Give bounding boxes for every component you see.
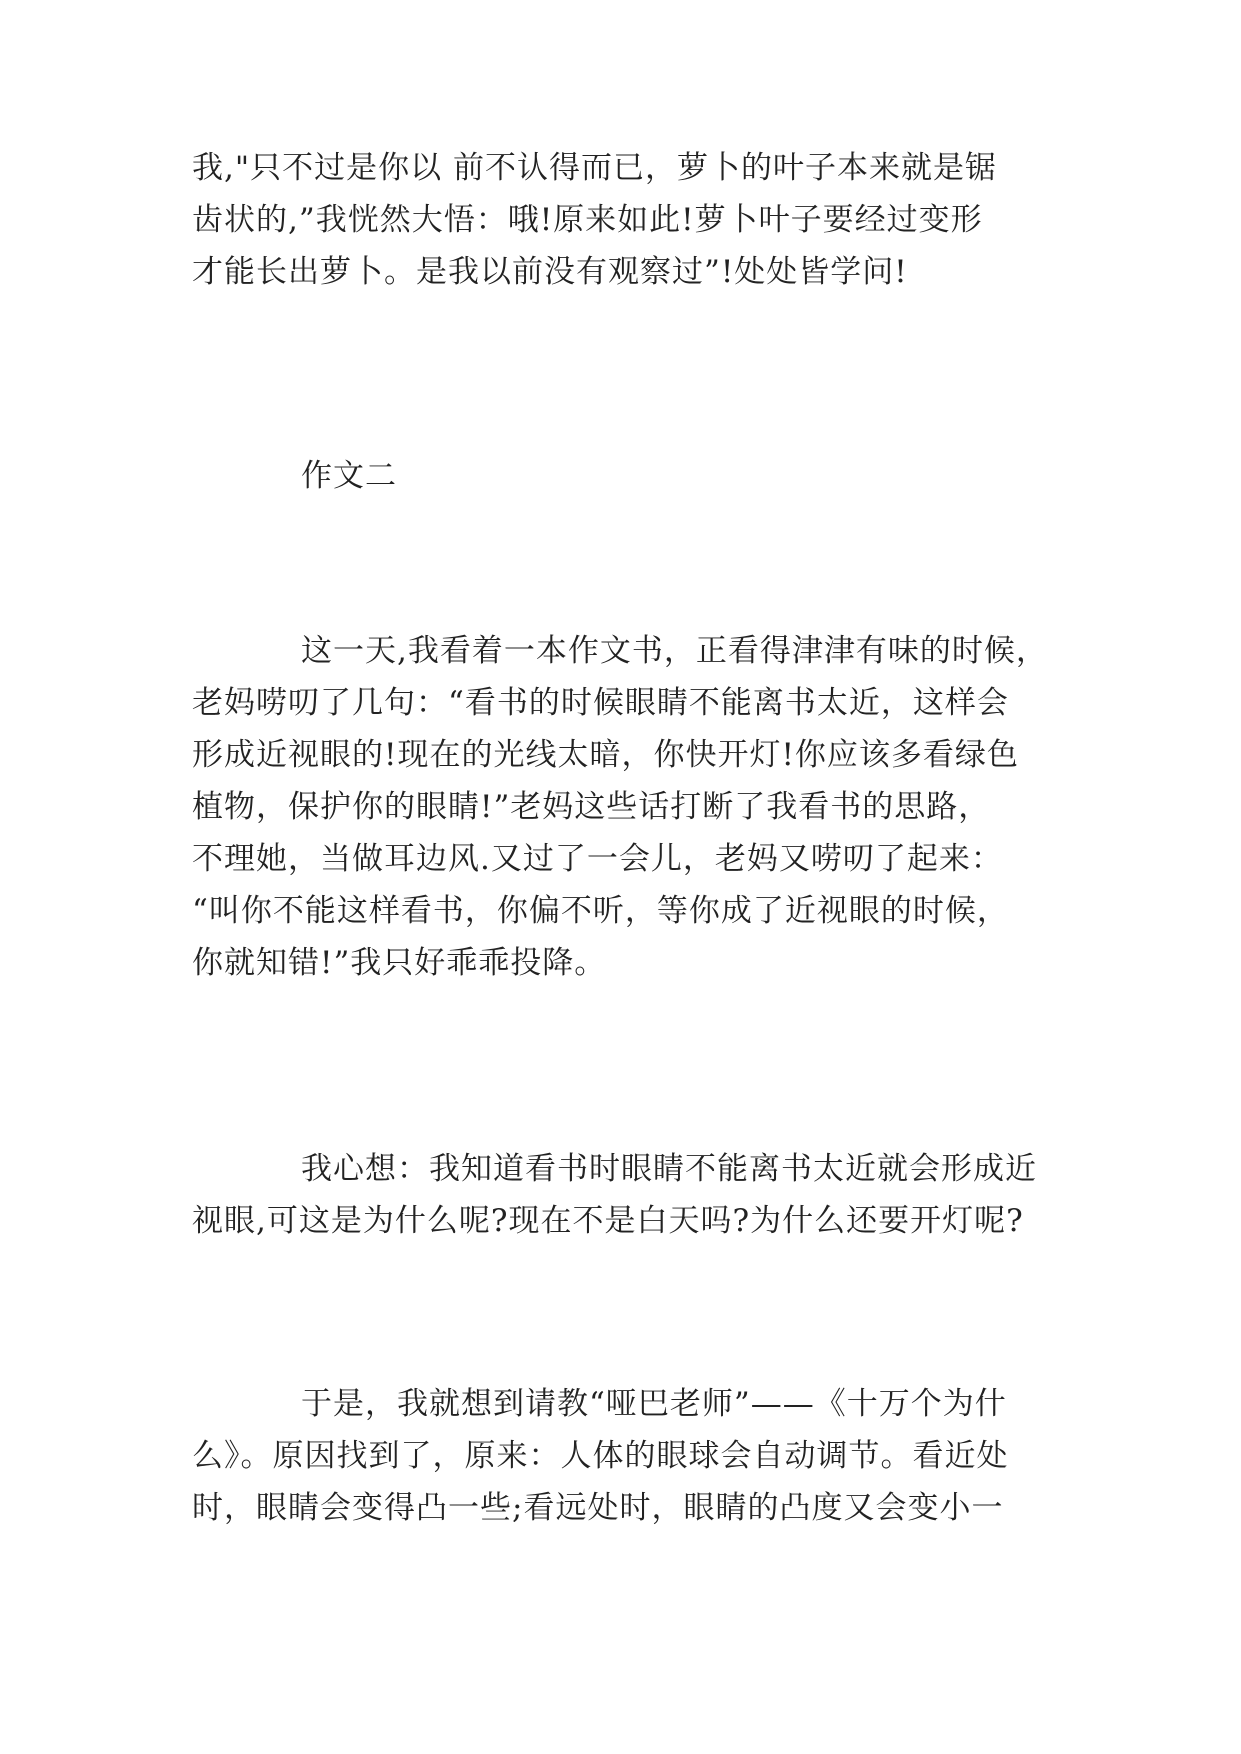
paragraph-2-line-2: 老妈唠叨了几句：“看书的时候眼睛不能离书太近，这样会	[192, 685, 1009, 721]
paragraph-2-line-1: 这一天,我看着一本作文书，正看得津津有味的时候，	[301, 633, 1048, 669]
paragraph-4-line-1: 于是，我就想到请教“哑巴老师”——《十万个为什	[301, 1386, 1007, 1422]
paragraph-4-line-2: 么》。原因找到了，原来：人体的眼球会自动调节。看近处	[192, 1438, 1009, 1474]
paragraph-2-line-3: 形成近视眼的!现在的光线太暗，你快开灯!你应该多看绿色	[192, 737, 1019, 773]
paragraph-2-line-7: 你就知错!”我只好乖乖投降。	[192, 945, 607, 981]
paragraph-1-line-2: 齿状的,”我恍然大悟：哦!原来如此!萝卜叶子要经过变形	[192, 202, 983, 238]
paragraph-1-line-1: 我,"只不过是你以 前不认得而已，萝卜的叶子本来就是锯	[192, 150, 997, 186]
paragraph-2-line-4: 植物，保护你的眼睛!”老妈这些话打断了我看书的思路，	[192, 789, 991, 825]
paragraph-1-line-3: 才能长出萝卜。是我以前没有观察过”!处处皆学问!	[192, 254, 908, 290]
paragraph-3-line-2: 视眼,可这是为什么呢?现在不是白天吗?为什么还要开灯呢?	[192, 1203, 1024, 1239]
paragraph-2-line-6: “叫你不能这样看书，你偏不听，等你成了近视眼的时候，	[192, 893, 1009, 929]
paragraph-3-line-1: 我心想：我知道看书时眼睛不能离书太近就会形成近	[301, 1151, 1037, 1187]
paragraph-4-line-3: 时，眼睛会变得凸一些;看远处时，眼睛的凸度又会变小一	[192, 1490, 1004, 1526]
section-heading: 作文二	[301, 458, 397, 494]
paragraph-2-line-5: 不理她，当做耳边风.又过了一会儿，老妈又唠叨了起来：	[192, 841, 1003, 877]
